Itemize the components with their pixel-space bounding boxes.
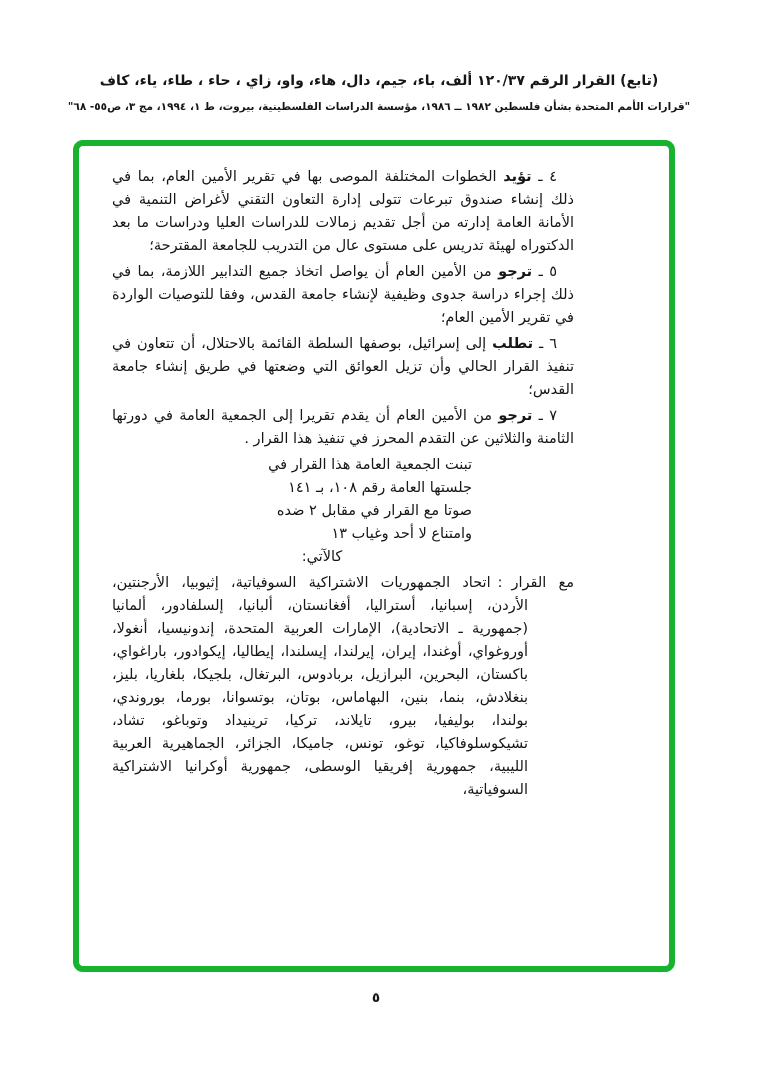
adoption-note-line: صوتا مع القرار في مقابل ٢ ضده — [276, 503, 472, 519]
operative-paragraph-4 — [112, 166, 574, 258]
adoption-note-line: تبنت الجمعية العامة هذا القرار في — [268, 457, 472, 473]
paragraph-text: الخطوات المختلفة الموصى بها في تقرير الأمين العام، بما في ذلك إنشاء صندوق تبرعات تتولى إدارة التعاون التقني لأغراض التنمية في الأمانة العامة إدارته من أجل تقديم زمالات للدراسات العليا ودراسات ما بعد الدكتوراه لهيئة تدريس على مستوى عال من التدريب للجامعة المقترحة؛ — [112, 169, 574, 254]
paragraph-number: ٤ ـ — [538, 169, 558, 185]
paragraph-keyword: تطلب — [492, 336, 534, 352]
resolution-title-line: (تابع) القرار الرقم ١٢٠/٣٧ ألف، باء، جيم، دال، هاء، واو، زاي ، حاء ، طاء، ياء، كاف — [99, 73, 659, 89]
paragraph-text: إلى إسرائيل، بوصفها السلطة القائمة بالاحتلال، أن تتعاون في تنفيذ القرار الحالي وأن تزيل العوائق التي وضعتها في طريق إنشاء جامعة القدس؛ — [112, 336, 574, 398]
adoption-note-line: جلستها العامة رقم ١٠٨، بـ ١٤١ — [288, 480, 472, 496]
operative-paragraph-6 — [112, 333, 574, 402]
adoption-note-line: وامتناع لا أحد وغياب ١٣ — [331, 526, 472, 542]
citation-source-line: "قرارات الأمم المتحدة بشأن فلسطين ١٩٨٢ ــ ١٩٨٦، مؤسسة الدراسات الفلسطينية، بيروت، ط ١، ١٩٩٤، مج ٣، ص٥٥- ٦٨" — [67, 101, 691, 113]
paragraph-keyword: ترجو — [498, 408, 533, 424]
operative-paragraph-7 — [112, 405, 574, 451]
adoption-note — [112, 454, 472, 569]
vote-result — [112, 572, 574, 802]
paragraph-number: ٧ ـ — [538, 408, 557, 424]
page-number: ٥ — [371, 990, 381, 1006]
vote-countries-list: اتحاد الجمهوريات الاشتراكية السوفياتية، إثيوبيا، الأرجنتين، الأردن، إسبانيا، أستراليا، أفغانستان، ألبانيا، إلسلفادور، ألمانيا (جمهورية ـ الاتحادية)، الإمارات العربية المتحدة، إندونيسيا، أنغولا، أوروغواي، أوغندا، إيران، إيرلندا، إيسلندا، إيطاليا، إيكوادور، باراغواي، باكستان، البحرين، البرازيل، بربادوس، البرتغال، بلجيكا، بلغاريا، بليز، بنغلادش، بنما، بنين، البهاماس، بوتان، بوتسوانا، بورما، بوروندي، بولندا، بوليفيا، بيرو، تايلاند، تركيا، ترينيداد وتوباغو، تشاد، تشيكوسلوفاكيا، توغو، تونس، جاميكا، الجزائر، الجماهيرية العربية الليبية، جمهورية إفريقيا الوسطى، جمهورية أوكرانيا الاشتراكية السوفياتية، — [112, 575, 528, 798]
paragraph-number: ٥ ـ — [538, 264, 558, 280]
paragraph-keyword: ترجو — [498, 264, 533, 280]
operative-paragraph-5 — [112, 261, 574, 330]
vote-label-colon: : — [497, 575, 503, 591]
resolution-body — [112, 166, 574, 802]
adoption-note-line: كالآتي: — [301, 549, 343, 565]
vote-label: مع القرار — [511, 575, 574, 591]
paragraph-text: من الأمين العام أن يقدم تقريرا إلى الجمعية العامة في دورتها الثامنة والثلاثين عن التقدم المحرز في تنفيذ هذا القرار . — [112, 408, 574, 447]
paragraph-text: من الأمين العام أن يواصل اتخاذ جميع التدابير اللازمة، بما في ذلك إجراء دراسة جدوى وظيفية لإنشاء جامعة القدس، وفقا للتوصيات الواردة في تقرير الأمين العام؛ — [112, 264, 574, 326]
paragraph-keyword: تؤيد — [503, 169, 532, 185]
paragraph-number: ٦ ـ — [539, 336, 558, 352]
